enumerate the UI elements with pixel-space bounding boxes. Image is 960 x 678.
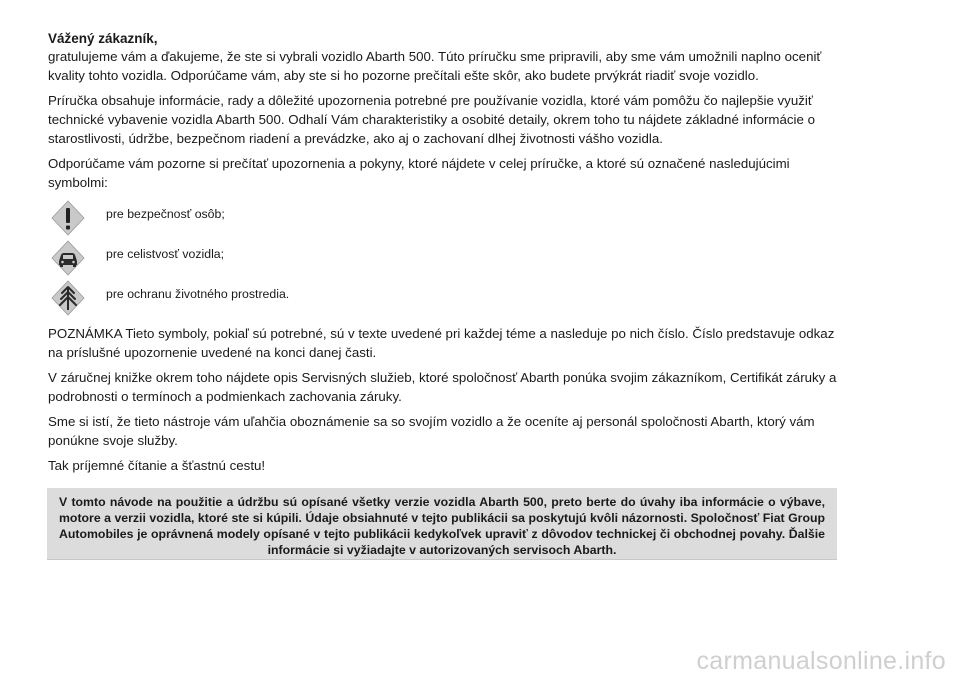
symbol-item-environment [48, 278, 848, 318]
symbols-intro-paragraph: Odporúčame vám pozorne si prečítať upozornenia a pokyny, ktoré nájdete v celej príručke, a ktoré sú označené nasledujúcimi symbolmi: [48, 156, 790, 190]
document-page [48, 30, 848, 481]
symbol-item-vehicle [48, 238, 848, 278]
warranty-paragraph: V záručnej knižke okrem toho nájdete opis Servisných služieb, ktoré spoločnosť Abarth ponúka svojim zákazníkom, Certifikát záruky a podrobnosti o termínoch a podmienkach zachovania záruky. [48, 370, 837, 404]
symbol-label: pre ochranu životného prostredia. [106, 287, 290, 301]
symbol-label: pre celistvosť vozidla; [106, 247, 225, 261]
note-paragraph: POZNÁMKA Tieto symboly, pokiaľ sú potrebné, sú v texte uvedené pri každej téme a nasleduje po nich číslo. Číslo predstavuje odkaz na príslušné upozornenie uvedené na konci danej časti. [48, 326, 835, 360]
contents-paragraph: Príručka obsahuje informácie, rady a dôležité upozornenia potrebné pre používanie vozidla, ktoré vám pomôžu čo najlepšie využiť technické vybavenie vozidla Abarth 500. Odhalí Vám charakteristiky a osobité detaily, okrem toho tu nájdete základné informácie o starostlivosti, údržbe, bezpečnom riadení a prevádzke, ako aj o zachovaní dlhej životnosti vášho vozidla. [48, 93, 815, 146]
tree-icon [48, 278, 88, 318]
intro-paragraph: gratulujeme vám a ďakujeme, že ste si vybrali vozidlo Abarth 500. Túto príručku sme pripravili, aby sme vám umožnili naplno oceniť kvality tohto vozidla. Odporúčame vám, aby ste si ho pozorne prečítali ešte skôr, ako budete prvýkrát riadiť svoje vozidlo. [48, 49, 822, 83]
notice-box: V tomto návode na použitie a údržbu sú opísané všetky verzie vozidla Abarth 500, preto berte do úvahy iba informácie o výbave, motore a verzii vozidla, ktoré ste si kúpili. Údaje obsiahnuté v tejto publikácii sa poskytujú kvôli názornosti. Spoločnosť Fiat Group Automobiles je oprávnená modely opísané v tejto publikácii kedykoľvek upraviť z dôvodov technickej či obchodnej povahy. Ďalšie informácie si vyžiadajte v autorizovaných servisoch Abarth. [47, 488, 837, 560]
closing-paragraph: Tak príjemné čítanie a šťastnú cestu! [48, 458, 266, 473]
car-icon [48, 238, 88, 278]
symbols-list [48, 198, 848, 318]
service-paragraph: Sme si istí, že tieto nástroje vám uľahčia oboznámenie sa so svojím vozidlo a že oceníte aj personál spoločnosti Abarth, ktorý vám ponúkne svoje služby. [48, 414, 815, 448]
warning-exclamation-icon [48, 198, 88, 238]
watermark-text: carmanualsonline.info [696, 647, 946, 675]
symbol-item-safety [48, 198, 848, 238]
symbol-label: pre bezpečnosť osôb; [106, 207, 225, 221]
salutation-heading: Vážený zákazník, [48, 31, 158, 46]
